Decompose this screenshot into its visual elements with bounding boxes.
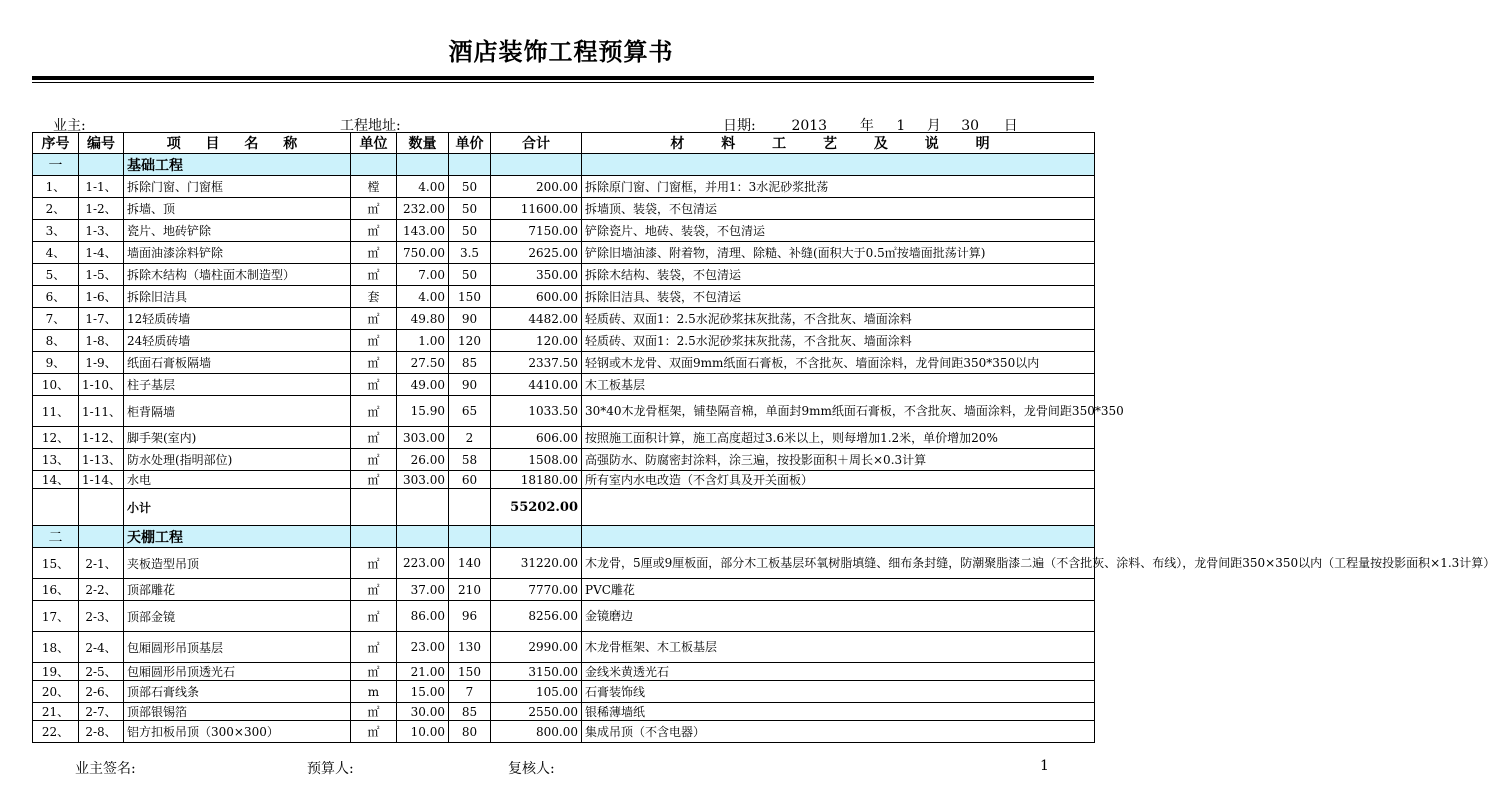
cell-total: 31220.00 (491, 548, 582, 579)
subtotal-blank (33, 489, 79, 526)
cell-seq: 11、 (33, 396, 79, 427)
cell-code: 2-6、 (79, 681, 124, 703)
cell-name: 瓷片、地砖铲除 (124, 220, 351, 242)
cell-seq: 19、 (33, 663, 79, 681)
cell-code: 1-10、 (79, 374, 124, 396)
cell-unit: ㎡ (351, 632, 397, 663)
cell-price: 90 (449, 374, 491, 396)
cell-notes: 拆除木结构、装袋，不包清运 (582, 264, 1095, 286)
cell-qty: 23.00 (397, 632, 449, 663)
cell-name: 柜背隔墙 (124, 396, 351, 427)
col-notes: 材 料 工 艺 及 说 明 (582, 133, 1095, 154)
cell-code: 1-14、 (79, 471, 124, 489)
cell-seq: 9、 (33, 352, 79, 374)
header-row (33, 133, 1095, 154)
cell-total: 3150.00 (491, 663, 582, 681)
cell-unit: ㎡ (351, 242, 397, 264)
cell-name: 柱子基层 (124, 374, 351, 396)
cell-seq: 16、 (33, 579, 79, 601)
budget-table (32, 132, 1495, 743)
cell-price: 140 (449, 548, 491, 579)
cell-unit: ㎡ (351, 352, 397, 374)
cell-price: 130 (449, 632, 491, 663)
cell-qty: 10.00 (397, 721, 449, 743)
owner-label: 业主: (53, 118, 86, 134)
cell-code: 1-8、 (79, 330, 124, 352)
cell-qty: 15.00 (397, 681, 449, 703)
cell-notes: 石膏装饰线 (582, 681, 1095, 703)
cell-seq: 15、 (33, 548, 79, 579)
table-row (33, 681, 1095, 703)
col-seq: 序号 (33, 133, 79, 154)
cell-unit: 樘 (351, 176, 397, 198)
table-row (33, 703, 1095, 721)
cell-name: 拆除旧洁具 (124, 286, 351, 308)
cell-unit: ㎡ (351, 449, 397, 471)
table-row (33, 601, 1095, 632)
cell-seq: 3、 (33, 220, 79, 242)
date-month: 1 (896, 118, 906, 134)
date-day: 30 (961, 118, 980, 134)
cell-code: 1-13、 (79, 449, 124, 471)
cell-total: 11600.00 (491, 198, 582, 220)
cell-price: 50 (449, 176, 491, 198)
cell-unit: ㎡ (351, 721, 397, 743)
table-row (33, 663, 1095, 681)
table-row (33, 308, 1095, 330)
cell-seq: 12、 (33, 427, 79, 449)
cell-unit: ㎡ (351, 374, 397, 396)
subtotal-blank (79, 489, 124, 526)
cell-unit: ㎡ (351, 601, 397, 632)
cell-total: 8256.00 (491, 601, 582, 632)
cell-notes: 集成吊顶（不含电器） (582, 721, 1095, 743)
cell-code: 2-8、 (79, 721, 124, 743)
cell-name: 纸面石膏板隔墙 (124, 352, 351, 374)
subtotal-label: 小计 (124, 489, 351, 526)
table-row (33, 264, 1095, 286)
cell-seq: 8、 (33, 330, 79, 352)
cell-total: 2550.00 (491, 703, 582, 721)
cell-qty: 37.00 (397, 579, 449, 601)
table-row (33, 242, 1095, 264)
section-blank-cell (491, 154, 582, 176)
cell-qty: 4.00 (397, 286, 449, 308)
cell-notes: 银稀薄墙纸 (582, 703, 1095, 721)
cell-seq: 14、 (33, 471, 79, 489)
cell-unit: ㎡ (351, 264, 397, 286)
cell-notes: 木龙骨框架、木工板基层 (582, 632, 1095, 663)
cell-total: 350.00 (491, 264, 582, 286)
cell-total: 7150.00 (491, 220, 582, 242)
section-header-row (33, 526, 1095, 548)
estimator-label: 预算人: (307, 761, 354, 777)
section-spacer (79, 154, 124, 176)
cell-qty: 1.00 (397, 330, 449, 352)
date-day-unit: 日 (1003, 118, 1018, 134)
cell-code: 1-6、 (79, 286, 124, 308)
section-spacer (79, 526, 124, 548)
section-blank-cell (397, 526, 449, 548)
cell-total: 7770.00 (491, 579, 582, 601)
section-number: 二 (33, 526, 79, 548)
cell-name: 拆除木结构（墙柱面木制造型） (124, 264, 351, 286)
cell-price: 80 (449, 721, 491, 743)
cell-unit: ㎡ (351, 703, 397, 721)
cell-qty: 15.90 (397, 396, 449, 427)
cell-code: 1-12、 (79, 427, 124, 449)
cell-notes: 拆除原门窗、门窗框，并用1：3水泥砂浆批荡 (582, 176, 1095, 198)
subtotal-blank (449, 489, 491, 526)
cell-price: 50 (449, 198, 491, 220)
cell-name: 顶部石膏线条 (124, 681, 351, 703)
cell-qty: 232.00 (397, 198, 449, 220)
cell-price: 58 (449, 449, 491, 471)
cell-price: 2 (449, 427, 491, 449)
cell-total: 2337.50 (491, 352, 582, 374)
cell-seq: 22、 (33, 721, 79, 743)
subtotal-value: 55202.00 (491, 489, 582, 526)
cell-price: 7 (449, 681, 491, 703)
table-row (33, 286, 1095, 308)
cell-name: 12轻质砖墙 (124, 308, 351, 330)
subtotal-blank (351, 489, 397, 526)
table-row (33, 220, 1095, 242)
date-year-unit: 年 (859, 118, 874, 134)
cell-price: 150 (449, 286, 491, 308)
cell-name: 拆除门窗、门窗框 (124, 176, 351, 198)
cell-notes: 金镜磨边 (582, 601, 1095, 632)
section-title: 基础工程 (124, 154, 351, 176)
cell-price: 3.5 (449, 242, 491, 264)
cell-unit: 套 (351, 286, 397, 308)
cell-code: 1-1、 (79, 176, 124, 198)
table-row (33, 352, 1095, 374)
cell-qty: 4.00 (397, 176, 449, 198)
cell-price: 50 (449, 220, 491, 242)
cell-seq: 17、 (33, 601, 79, 632)
cell-qty: 27.50 (397, 352, 449, 374)
cell-code: 2-7、 (79, 703, 124, 721)
section-blank-cell (491, 526, 582, 548)
cell-price: 96 (449, 601, 491, 632)
cell-notes: 30*40木龙骨框架，铺垫隔音棉，单面封9mm纸面石膏板，不含批灰、墙面涂料，龙骨间距350*350 (582, 396, 1095, 427)
cell-notes: 拆除旧洁具、装袋，不包清运 (582, 286, 1095, 308)
cell-seq: 6、 (33, 286, 79, 308)
cell-notes: 轻质砖、双面1：2.5水泥砂浆抹灰批荡，不含批灰、墙面涂料 (582, 308, 1095, 330)
cell-qty: 49.00 (397, 374, 449, 396)
cell-qty: 26.00 (397, 449, 449, 471)
page-number: 1 (1040, 758, 1049, 774)
cell-total: 1033.50 (491, 396, 582, 427)
table-body (33, 154, 1495, 743)
cell-price: 85 (449, 703, 491, 721)
cell-code: 2-1、 (79, 548, 124, 579)
cell-unit: ㎡ (351, 396, 397, 427)
section-blank-cell (582, 154, 1095, 176)
cell-total: 200.00 (491, 176, 582, 198)
cell-code: 2-4、 (79, 632, 124, 663)
document-title: 酒店装饰工程预算书 (448, 38, 674, 66)
cell-seq: 18、 (33, 632, 79, 663)
cell-qty: 303.00 (397, 471, 449, 489)
cell-unit: ㎡ (351, 198, 397, 220)
cell-total: 800.00 (491, 721, 582, 743)
cell-seq: 2、 (33, 198, 79, 220)
table-row (33, 632, 1095, 663)
section-blank-cell (449, 526, 491, 548)
table-row (33, 176, 1095, 198)
reviewer-label: 复核人: (508, 761, 555, 777)
section-blank-cell (351, 154, 397, 176)
cell-name: 24轻质砖墙 (124, 330, 351, 352)
cell-total: 105.00 (491, 681, 582, 703)
col-unit: 单位 (351, 133, 397, 154)
cell-code: 1-5、 (79, 264, 124, 286)
cell-code: 2-5、 (79, 663, 124, 681)
section-blank-cell (582, 526, 1095, 548)
cell-notes: 所有室内水电改造（不含灯具及开关面板） (582, 471, 1095, 489)
cell-code: 2-2、 (79, 579, 124, 601)
cell-notes: 轻质砖、双面1：2.5水泥砂浆抹灰批荡，不含批灰、墙面涂料 (582, 330, 1095, 352)
cell-unit: ㎡ (351, 330, 397, 352)
cell-notes: 铲除瓷片、地砖、装袋，不包清运 (582, 220, 1095, 242)
cell-price: 210 (449, 579, 491, 601)
cell-seq: 10、 (33, 374, 79, 396)
cell-notes: 轻钢或木龙骨、双面9mm纸面石膏板，不含批灰、墙面涂料，龙骨间距350*350以内 (582, 352, 1095, 374)
date-year: 2013 (791, 118, 828, 134)
cell-qty: 223.00 (397, 548, 449, 579)
cell-name: 防水处理(指明部位) (124, 449, 351, 471)
cell-seq: 4、 (33, 242, 79, 264)
cell-qty: 303.00 (397, 427, 449, 449)
cell-qty: 143.00 (397, 220, 449, 242)
section-blank-cell (449, 154, 491, 176)
cell-unit: ㎡ (351, 220, 397, 242)
cell-notes: 木龙骨，5厘或9厘板面，部分木工板基层环氧树脂填缝、细布条封缝，防潮聚脂漆二遍（不含批灰、涂料、布线），龙骨间距350×350以内（工程量按投影面积×1.3计算） (582, 548, 1095, 579)
cell-notes: 木工板基层 (582, 374, 1095, 396)
date-label: 日期: (723, 118, 756, 134)
col-code: 编号 (79, 133, 124, 154)
cell-name: 铝方扣板吊顶（300×300） (124, 721, 351, 743)
cell-price: 85 (449, 352, 491, 374)
cell-price: 150 (449, 663, 491, 681)
cell-code: 1-4、 (79, 242, 124, 264)
cell-name: 墙面油漆涂料铲除 (124, 242, 351, 264)
cell-unit: ㎡ (351, 427, 397, 449)
cell-code: 1-11、 (79, 396, 124, 427)
table-row (33, 548, 1095, 579)
cell-notes: 按照施工面积计算，施工高度超过3.6米以上，则每增加1.2米，单价增加20% (582, 427, 1095, 449)
cell-code: 1-9、 (79, 352, 124, 374)
table-row (33, 374, 1095, 396)
cell-unit: ㎡ (351, 663, 397, 681)
cell-total: 2625.00 (491, 242, 582, 264)
cell-seq: 1、 (33, 176, 79, 198)
cell-qty: 21.00 (397, 663, 449, 681)
section-title: 天棚工程 (124, 526, 351, 548)
table-row (33, 471, 1095, 489)
cell-name: 脚手架(室内) (124, 427, 351, 449)
cell-notes: 高强防水、防腐密封涂料，涂三遍，按投影面积＋周长×0.3计算 (582, 449, 1095, 471)
cell-name: 拆墙、顶 (124, 198, 351, 220)
cell-qty: 86.00 (397, 601, 449, 632)
col-qty: 数量 (397, 133, 449, 154)
cell-notes: 拆墙顶、装袋，不包清运 (582, 198, 1095, 220)
cell-total: 4410.00 (491, 374, 582, 396)
owner-signature-label: 业主签名: (75, 761, 136, 777)
col-price: 单价 (449, 133, 491, 154)
cell-code: 1-2、 (79, 198, 124, 220)
section-blank-cell (351, 526, 397, 548)
cell-name: 包厢圆形吊顶透光石 (124, 663, 351, 681)
cell-unit: ㎡ (351, 308, 397, 330)
cell-name: 顶部雕花 (124, 579, 351, 601)
cell-total: 18180.00 (491, 471, 582, 489)
cell-seq: 5、 (33, 264, 79, 286)
title-rule-thick (32, 76, 1094, 80)
cell-total: 120.00 (491, 330, 582, 352)
col-total: 合计 (491, 133, 582, 154)
cell-total: 2990.00 (491, 632, 582, 663)
cell-unit: ㎡ (351, 471, 397, 489)
cell-price: 50 (449, 264, 491, 286)
cell-total: 1508.00 (491, 449, 582, 471)
cell-qty: 49.80 (397, 308, 449, 330)
cell-seq: 21、 (33, 703, 79, 721)
col-name: 项 目 名 称 (124, 133, 351, 154)
subtotal-blank (397, 489, 449, 526)
cell-price: 120 (449, 330, 491, 352)
table-row (33, 579, 1095, 601)
section-blank-cell (397, 154, 449, 176)
cell-unit: m (351, 681, 397, 703)
cell-code: 1-3、 (79, 220, 124, 242)
cell-seq: 20、 (33, 681, 79, 703)
cell-unit: ㎡ (351, 548, 397, 579)
cell-code: 2-3、 (79, 601, 124, 632)
cell-name: 顶部银锡箔 (124, 703, 351, 721)
cell-name: 顶部金镜 (124, 601, 351, 632)
subtotal-row (33, 489, 1095, 526)
table-row (33, 449, 1095, 471)
table-row (33, 721, 1095, 743)
subtotal-blank (582, 489, 1095, 526)
cell-name: 夹板造型吊顶 (124, 548, 351, 579)
table-row (33, 198, 1095, 220)
table-row (33, 396, 1095, 427)
address-label: 工程地址: (340, 118, 401, 134)
cell-total: 600.00 (491, 286, 582, 308)
cell-qty: 750.00 (397, 242, 449, 264)
table-row (33, 427, 1095, 449)
cell-unit: ㎡ (351, 579, 397, 601)
cell-notes: 铲除旧墙油漆、附着物，清理、除糙、补缝(面积大于0.5㎡按墙面批荡计算) (582, 242, 1095, 264)
cell-notes: 金线米黄透光石 (582, 663, 1095, 681)
section-number: 一 (33, 154, 79, 176)
cell-price: 90 (449, 308, 491, 330)
cell-code: 1-7、 (79, 308, 124, 330)
table-row (33, 330, 1095, 352)
section-header-row (33, 154, 1095, 176)
cell-total: 606.00 (491, 427, 582, 449)
title-rule-thin (32, 82, 1094, 83)
cell-qty: 7.00 (397, 264, 449, 286)
cell-seq: 13、 (33, 449, 79, 471)
cell-price: 60 (449, 471, 491, 489)
cell-seq: 7、 (33, 308, 79, 330)
cell-notes: PVC雕花 (582, 579, 1095, 601)
cell-price: 65 (449, 396, 491, 427)
cell-name: 包厢圆形吊顶基层 (124, 632, 351, 663)
date-month-unit: 月 (926, 118, 941, 134)
cell-name: 水电 (124, 471, 351, 489)
cell-total: 4482.00 (491, 308, 582, 330)
cell-qty: 30.00 (397, 703, 449, 721)
